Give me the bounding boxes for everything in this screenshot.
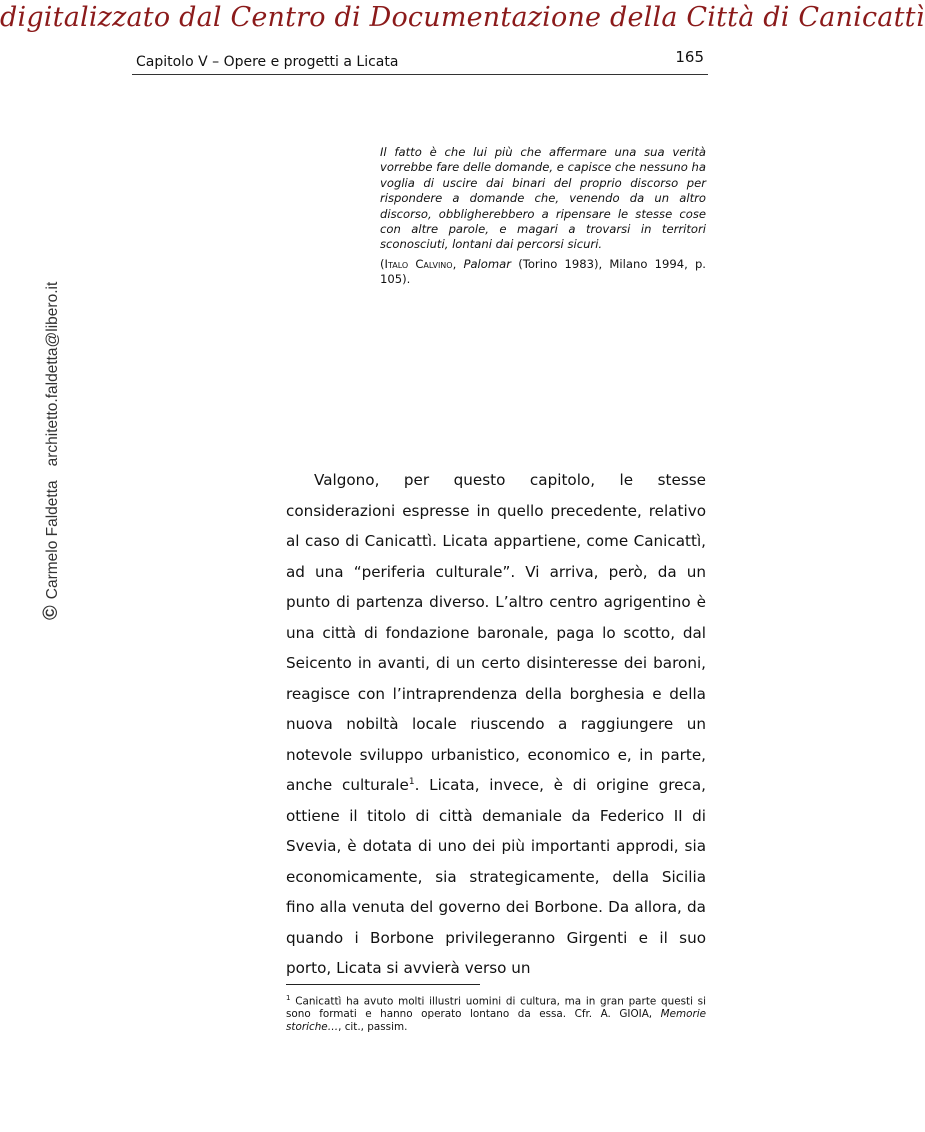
footnote [286,992,706,1034]
page-number: 165 [675,48,704,66]
body-text [286,465,706,984]
digitization-watermark: digitalizzato dal Centro di Documentazione della Città di Canicattì [0,2,925,33]
footnote-number: 1 [286,994,291,1002]
page-header [132,44,708,75]
footnote-text-after: , cit., passim. [338,1021,408,1034]
citation-separator: , [452,256,464,271]
footnote-reference: 1 [408,776,415,787]
author-name: Carmelo Faldetta [44,480,61,600]
copyright-icon: © [40,605,62,620]
citation-work: Palomar [463,256,512,271]
footnote-title: Memorie storiche… [286,1008,706,1034]
body-part-1: Valgono, per questo capitolo, le stesse considerazioni espresse in quello precedente, relativo al caso di Canicattì. Licata appartiene, come Canicattì, ad una “periferia culturale”. Vi arriva, però, da un punto di partenza diverso. L’altro centro agrigentino è una città di fondazione baronale, paga lo scotto, dal Seicento in avanti, di un certo disinteresse dei baroni, reagisce con l’intraprendenza della borghesia e della nuova nobiltà locale riuscendo a raggiungere un notevole sviluppo urbanistico, economico e, in parte, anche culturale [286,471,706,794]
side-copyright-credit [40,282,63,620]
epigraph-quote: Il fatto è che lui più che affermare una sua verità vorrebbe fare delle domande, e capisce che nessuno ha voglia di uscire dai binari del proprio discorso per rispondere a domande che, venendo da un altro discorso, obbligherebbero a ripensare le stesse cose con altre parole, e magari a trovarsi in territori sconosciuti, lontani dai percorsi sicuri. [380,145,706,252]
citation-details: (Torino 1983), Milano 1994, p. 105). [380,256,706,287]
body-part-2: . Licata, invece, è di origine greca, ottiene il titolo di città demaniale da Federico II di Svevia, è dotata di uno dei più importanti approdi, sia economicamente, sia strategicamente, della Sicilia fino alla venuta del governo dei Borbone. Da allora, da quando i Borbone privilegeranno Girgenti e il suo porto, Licata si avvierà verso un [286,776,706,977]
body-paragraph [286,465,706,984]
citation-author: Italo Calvino [384,256,453,271]
author-email: architetto.faldetta@libero.it [44,281,61,467]
epigraph-citation [380,257,706,288]
chapter-title: Capitolo V – Opere e progetti a Licata [136,54,399,70]
citation-open: ( [380,256,385,271]
footnote-divider [286,984,480,985]
epigraph [380,145,706,288]
footnote-text-before: Canicattì ha avuto molti illustri uomini di cultura, ma in gran parte questi si sono formati e hanno operato lontano da essa. Cfr. A. GIOIA, [286,995,706,1021]
